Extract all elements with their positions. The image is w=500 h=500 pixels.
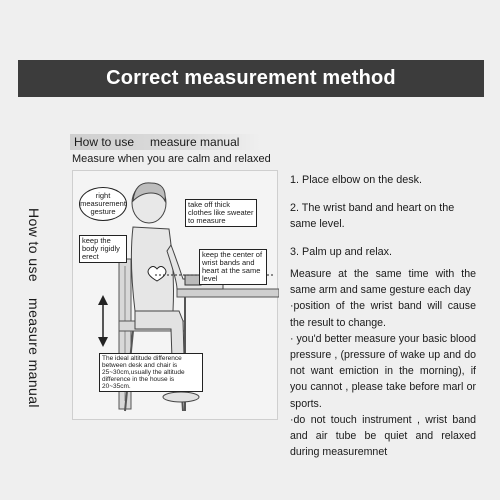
- note-position: ·position of the wrist band will cause the result to change.: [290, 300, 476, 329]
- note-do-not-touch: ·do not touch instrument , wrist band and air tube be quiet and relaxed during measuremnet: [290, 413, 476, 459]
- note-same-time: Measure at the same time with the same arm and same gesture each day: [290, 268, 476, 297]
- side-measure-manual: measure manual: [26, 298, 42, 408]
- callout-take-off-clothes: take off thick clothes like sweater to measure: [185, 199, 257, 227]
- title-banner: [18, 60, 484, 97]
- step-3: 3. Palm up and relax.: [290, 246, 393, 258]
- callout-altitude-note: The ideal altitude difference between desk and chair is 25~30cm,usually the altitude difference in the house is 20~35cm.: [99, 353, 203, 392]
- measure-manual-text: measure manual: [150, 135, 240, 149]
- side-vertical-label: [26, 208, 42, 428]
- note-basic-pressure: · you'd better measure your basic blood pressure , (pressure of wake up and do not want emiction in the morning), if you cannot , please take before marl or sports.: [290, 332, 476, 410]
- callout-right-gesture: right measurement gesture: [79, 187, 127, 221]
- side-how-to-use: How to use: [26, 208, 42, 283]
- callout-keep-body-erect: keep the body rigidly erect: [79, 235, 127, 263]
- step-2: 2. The wrist band and heart on the same level.: [290, 202, 455, 230]
- step-1: 1. Place elbow on the desk.: [290, 174, 423, 186]
- callout-keep-center: keep the center of wrist bands and heart at the same level: [199, 249, 267, 285]
- desk-top: [177, 289, 279, 297]
- how-to-use-text: How to use: [74, 135, 135, 149]
- page-title: Correct measurement method: [106, 67, 396, 89]
- calm-note: Measure when you are calm and relaxed: [72, 153, 271, 165]
- how-to-use-heading: [70, 134, 260, 150]
- feet: [163, 392, 199, 402]
- notes-block: [290, 266, 476, 460]
- measurement-illustration: [72, 170, 278, 420]
